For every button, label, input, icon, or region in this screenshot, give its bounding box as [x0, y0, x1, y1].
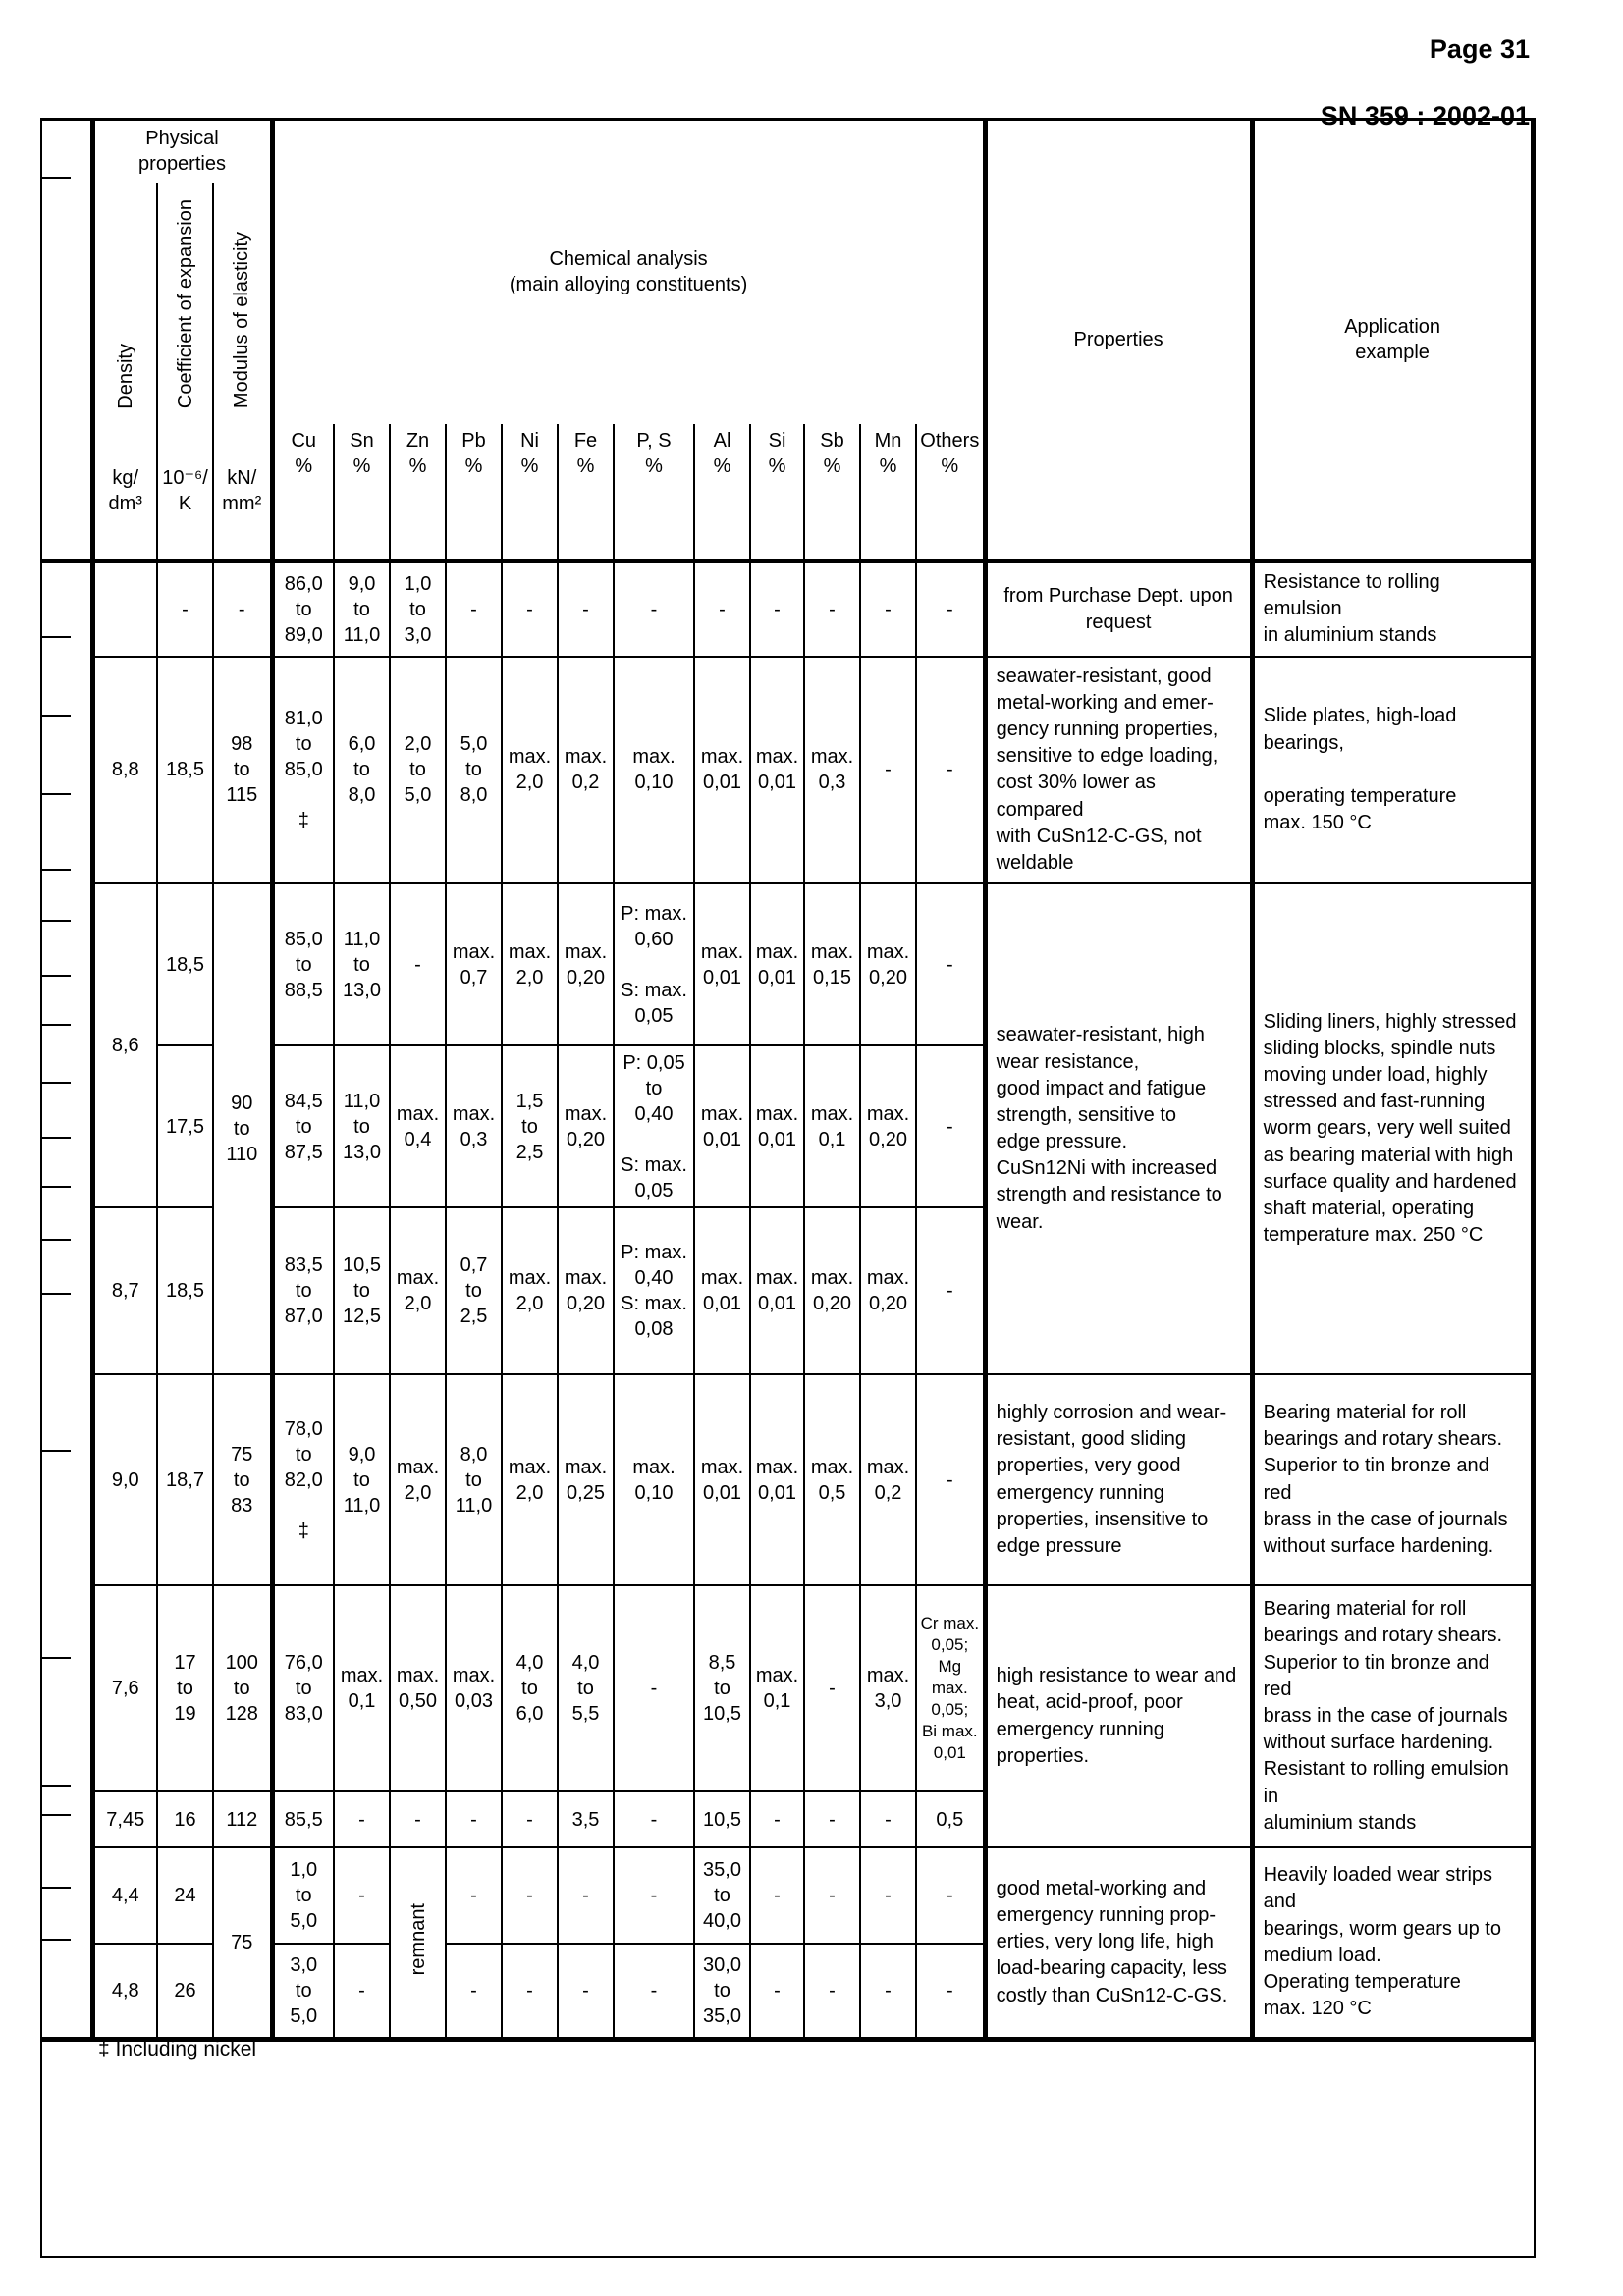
- cell-others: 0,5: [916, 1791, 985, 1847]
- cell-properties: good metal-working and emergency running prop- erties, very long life, high load-bearing capacity, less costly than CuSn12-C-GS.: [985, 1847, 1252, 2039]
- cell-modulus: 90 to 110: [213, 883, 272, 1374]
- cell-si: max. 0,01: [750, 883, 804, 1045]
- cell-properties: high resistance to wear and heat, acid-proof, poor emergency running properties.: [985, 1585, 1252, 1847]
- cell-al: max. 0,01: [694, 1374, 750, 1585]
- cell-si: -: [750, 561, 804, 657]
- cell-coeff: 26: [157, 1944, 213, 2039]
- cell-si: max. 0,01: [750, 657, 804, 884]
- cell-others: -: [916, 1374, 985, 1585]
- table-row: [41, 1585, 1533, 1791]
- cell-mn: max. 0,20: [860, 1045, 916, 1207]
- cell-coeff: 18,5: [157, 657, 213, 884]
- ruler-tick: [40, 1293, 71, 1295]
- ruler-tick: [40, 715, 71, 717]
- cell-sb: max. 0,5: [804, 1374, 860, 1585]
- table-row: [41, 1374, 1533, 1585]
- col-header-al: Al %: [694, 424, 750, 561]
- cell-al: max. 0,01: [694, 883, 750, 1045]
- cell-si: max. 0,01: [750, 1374, 804, 1585]
- cell-modulus: 98 to 115: [213, 657, 272, 884]
- cell-ni: max. 2,0: [502, 657, 558, 884]
- cell-others: -: [916, 1847, 985, 1944]
- cell-sb: -: [804, 561, 860, 657]
- cell-zn: max. 0,50: [390, 1585, 446, 1791]
- col-header-sb: Sb %: [804, 424, 860, 561]
- cell-mn: -: [860, 1944, 916, 2039]
- cell-zn: 1,0 to 3,0: [390, 561, 446, 657]
- cell-fe: -: [558, 1944, 614, 2039]
- cell-al: max. 0,01: [694, 657, 750, 884]
- cell-application: Bearing material for roll bearings and rotary shears. Superior to tin bronze and red brass in the case of journals without surface hardening. Resistant to rolling emulsion in aluminium stands: [1252, 1585, 1533, 1847]
- coeff-unit: 10⁻⁶/ K: [157, 424, 213, 561]
- cell-sb: max. 0,15: [804, 883, 860, 1045]
- modulus-unit: kN/ mm²: [213, 424, 272, 561]
- header-row-groups: [41, 120, 1533, 183]
- cell-density: [92, 561, 157, 657]
- cell-pb: -: [446, 1847, 502, 1944]
- cell-cu: 78,0 to 82,0 ‡: [272, 1374, 334, 1585]
- cell-pb: max. 0,3: [446, 1045, 502, 1207]
- cell-application: Slide plates, high-load bearings, operating temperature max. 150 °C: [1252, 657, 1533, 884]
- cell-al: 8,5 to 10,5: [694, 1585, 750, 1791]
- cell-ps: P: 0,05 to 0,40 S: max. 0,05: [614, 1045, 694, 1207]
- cell-mn: -: [860, 1791, 916, 1847]
- col-header-ni: Ni %: [502, 424, 558, 561]
- cell-ps: P: max. 0,60 S: max. 0,05: [614, 883, 694, 1045]
- cell-others: -: [916, 883, 985, 1045]
- col-header-others: Others %: [916, 424, 985, 561]
- cell-si: -: [750, 1944, 804, 2039]
- cell-sb: max. 0,20: [804, 1207, 860, 1374]
- cell-fe: max. 0,20: [558, 1207, 614, 1374]
- cell-ni: max. 2,0: [502, 883, 558, 1045]
- cell-fe: max. 0,20: [558, 883, 614, 1045]
- cell-ni: -: [502, 1944, 558, 2039]
- cell-si: max. 0,01: [750, 1045, 804, 1207]
- cell-ps: -: [614, 1944, 694, 2039]
- cell-sn: max. 0,1: [334, 1585, 390, 1791]
- cell-others: -: [916, 1944, 985, 2039]
- table-row: [41, 1847, 1533, 1944]
- cell-modulus: 75: [213, 1847, 272, 2039]
- table-row: [41, 561, 1533, 657]
- cell-density: 7,45: [92, 1791, 157, 1847]
- cell-others: -: [916, 561, 985, 657]
- cell-others: -: [916, 1207, 985, 1374]
- cell-sb: -: [804, 1791, 860, 1847]
- cell-mn: max. 0,20: [860, 1207, 916, 1374]
- cell-mn: max. 0,20: [860, 883, 916, 1045]
- cell-density: 9,0: [92, 1374, 157, 1585]
- ruler-tick: [40, 636, 71, 638]
- cell-modulus: 100 to 128: [213, 1585, 272, 1791]
- document-number: SN 359 : 2002-01: [1320, 100, 1530, 131]
- cell-si: max. 0,1: [750, 1585, 804, 1791]
- properties-header: Properties: [985, 120, 1252, 561]
- cell-cu: 3,0 to 5,0: [272, 1944, 334, 2039]
- cell-modulus: -: [213, 561, 272, 657]
- col-header-sn: Sn %: [334, 424, 390, 561]
- cell-mn: -: [860, 561, 916, 657]
- cell-pb: -: [446, 1791, 502, 1847]
- cell-coeff: 18,5: [157, 883, 213, 1045]
- cell-density: 4,8: [92, 1944, 157, 2039]
- cell-modulus: 112: [213, 1791, 272, 1847]
- cell-zn: -: [390, 883, 446, 1045]
- cell-zn: -: [390, 1791, 446, 1847]
- density-label-cell: [92, 183, 157, 424]
- cell-cu: 76,0 to 83,0: [272, 1585, 334, 1791]
- col-header-zn: Zn %: [390, 424, 446, 561]
- cell-modulus: 75 to 83: [213, 1374, 272, 1585]
- cell-pb: -: [446, 1944, 502, 2039]
- cell-si: -: [750, 1847, 804, 1944]
- cell-properties: from Purchase Dept. upon request: [985, 561, 1252, 657]
- cell-density: 8,7: [92, 1207, 157, 1374]
- cell-pb: 5,0 to 8,0: [446, 657, 502, 884]
- cell-cu: 86,0 to 89,0: [272, 561, 334, 657]
- cell-properties: seawater-resistant, good metal-working and emer- gency running properties, sensitive to edge loading, cost 30% lower as compared with CuSn12-C-GS, not weldable: [985, 657, 1252, 884]
- cell-sb: -: [804, 1944, 860, 2039]
- ruler-tick: [40, 793, 71, 795]
- coeff-label-cell: [157, 183, 213, 424]
- cell-density: 7,6: [92, 1585, 157, 1791]
- cell-cu: 1,0 to 5,0: [272, 1847, 334, 1944]
- ruler-tick: [40, 920, 71, 922]
- cell-sn: 11,0 to 13,0: [334, 883, 390, 1045]
- margin-column-header: [41, 120, 92, 561]
- cell-properties: highly corrosion and wear- resistant, good sliding properties, very good emergency running properties, insensitive to edge pressure: [985, 1374, 1252, 1585]
- cell-cu: 84,5 to 87,5: [272, 1045, 334, 1207]
- cell-application: Sliding liners, highly stressed sliding blocks, spindle nuts moving under load, highly stressed and fast-running worm gears, very well suited as bearing material with high surface quality and hardened shaft material, operating temperature max. 250 °C: [1252, 883, 1533, 1374]
- cell-pb: -: [446, 561, 502, 657]
- cell-mn: -: [860, 1847, 916, 1944]
- ruler-tick: [40, 1024, 71, 1026]
- page-number: Page 31: [1429, 34, 1530, 64]
- cell-sb: -: [804, 1847, 860, 1944]
- cell-cu: 85,0 to 88,5: [272, 883, 334, 1045]
- cell-pb: max. 0,7: [446, 883, 502, 1045]
- ruler-tick: [40, 1657, 71, 1659]
- cell-application: Heavily loaded wear strips and bearings, worm gears up to medium load. Operating temperature max. 120 °C: [1252, 1847, 1533, 2039]
- cell-ps: max. 0,10: [614, 1374, 694, 1585]
- cell-al: max. 0,01: [694, 1207, 750, 1374]
- cell-coeff: 18,5: [157, 1207, 213, 1374]
- cell-coeff: 18,7: [157, 1374, 213, 1585]
- cell-ps: -: [614, 1847, 694, 1944]
- ruler-tick: [40, 1239, 71, 1241]
- cell-ni: -: [502, 561, 558, 657]
- coeff-label: Coefficient of expansion: [174, 199, 196, 409]
- cell-ni: 4,0 to 6,0: [502, 1585, 558, 1791]
- cell-ps: P: max. 0,40 S: max. 0,08: [614, 1207, 694, 1374]
- cell-fe: max. 0,25: [558, 1374, 614, 1585]
- col-header-cu: Cu %: [272, 424, 334, 561]
- chemical-analysis-header: Chemical analysis (main alloying constituents): [272, 120, 985, 424]
- col-header-pb: Pb %: [446, 424, 502, 561]
- cell-sn: -: [334, 1847, 390, 1944]
- modulus-label: Modulus of elasticity: [231, 232, 253, 409]
- cell-ps: -: [614, 561, 694, 657]
- cell-density: 8,8: [92, 657, 157, 884]
- density-unit: kg/ dm³: [92, 424, 157, 561]
- cell-cu: 83,5 to 87,0: [272, 1207, 334, 1374]
- cell-coeff: 24: [157, 1847, 213, 1944]
- cell-zn: max. 2,0: [390, 1374, 446, 1585]
- cell-al: 35,0 to 40,0: [694, 1847, 750, 1944]
- cell-sb: -: [804, 1585, 860, 1791]
- ruler-tick: [40, 1450, 71, 1452]
- cell-ni: max. 2,0: [502, 1374, 558, 1585]
- cell-sn: 9,0 to 11,0: [334, 561, 390, 657]
- cell-mn: max. 3,0: [860, 1585, 916, 1791]
- cell-ps: max. 0,10: [614, 657, 694, 884]
- ruler-tick: [40, 869, 71, 871]
- ruler-tick: [40, 1082, 71, 1084]
- cell-sb: max. 0,1: [804, 1045, 860, 1207]
- ruler-tick: [40, 1137, 71, 1139]
- application-header: Application example: [1252, 120, 1533, 561]
- ruler-tick: [40, 975, 71, 977]
- col-header-fe: Fe %: [558, 424, 614, 561]
- cell-fe: 3,5: [558, 1791, 614, 1847]
- cell-sn: -: [334, 1791, 390, 1847]
- ruler-tick: [40, 1939, 71, 1941]
- ruler-tick: [40, 1814, 71, 1816]
- cell-coeff: 17 to 19: [157, 1585, 213, 1791]
- cell-si: -: [750, 1791, 804, 1847]
- cell-zn: 2,0 to 5,0: [390, 657, 446, 884]
- cell-coeff: 16: [157, 1791, 213, 1847]
- density-label: Density: [114, 343, 136, 409]
- ruler-tick: [40, 177, 71, 179]
- cell-others: -: [916, 1045, 985, 1207]
- cell-al: max. 0,01: [694, 1045, 750, 1207]
- cell-coeff: 17,5: [157, 1045, 213, 1207]
- alloy-properties-table: [40, 118, 1536, 2042]
- cell-zn-remnant: [390, 1847, 446, 2039]
- cell-ni: max. 2,0: [502, 1207, 558, 1374]
- cell-others: -: [916, 657, 985, 884]
- col-header-ps: P, S %: [614, 424, 694, 561]
- ruler-tick: [40, 1887, 71, 1889]
- cell-sn: 9,0 to 11,0: [334, 1374, 390, 1585]
- ruler-tick: [40, 1785, 71, 1787]
- remnant-label: remnant: [406, 1902, 429, 1975]
- cell-properties: seawater-resistant, high wear resistance, good impact and fatigue strength, sensitive to edge pressure. CuSn12Ni with increased strength and resistance to wear.: [985, 883, 1252, 1374]
- cell-fe: 4,0 to 5,5: [558, 1585, 614, 1791]
- cell-fe: max. 0,20: [558, 1045, 614, 1207]
- cell-al: 10,5: [694, 1791, 750, 1847]
- cell-ni: -: [502, 1847, 558, 1944]
- cell-zn: max. 2,0: [390, 1207, 446, 1374]
- cell-ps: -: [614, 1791, 694, 1847]
- cell-sn: 11,0 to 13,0: [334, 1045, 390, 1207]
- table-row: [41, 883, 1533, 1045]
- ruler-tick: [40, 1186, 71, 1188]
- cell-pb: 0,7 to 2,5: [446, 1207, 502, 1374]
- cell-sb: max. 0,3: [804, 657, 860, 884]
- cell-sn: 10,5 to 12,5: [334, 1207, 390, 1374]
- cell-sn: -: [334, 1944, 390, 2039]
- cell-fe: max. 0,2: [558, 657, 614, 884]
- cell-coeff: -: [157, 561, 213, 657]
- cell-density: 8,6: [92, 883, 157, 1207]
- table-row: [41, 657, 1533, 884]
- col-header-mn: Mn %: [860, 424, 916, 561]
- cell-cu: 85,5: [272, 1791, 334, 1847]
- cell-others: Cr max. 0,05; Mg max. 0,05; Bi max. 0,01: [916, 1585, 985, 1791]
- cell-ps: -: [614, 1585, 694, 1791]
- cell-fe: -: [558, 1847, 614, 1944]
- cell-fe: -: [558, 561, 614, 657]
- cell-application: Bearing material for roll bearings and rotary shears. Superior to tin bronze and red brass in the case of journals without surface hardening.: [1252, 1374, 1533, 1585]
- cell-pb: max. 0,03: [446, 1585, 502, 1791]
- cell-mn: max. 0,2: [860, 1374, 916, 1585]
- cell-ni: -: [502, 1791, 558, 1847]
- cell-application: Resistance to rolling emulsion in aluminium stands: [1252, 561, 1533, 657]
- modulus-label-cell: [213, 183, 272, 424]
- cell-density: 4,4: [92, 1847, 157, 1944]
- cell-ni: 1,5 to 2,5: [502, 1045, 558, 1207]
- cell-al: -: [694, 561, 750, 657]
- cell-si: max. 0,01: [750, 1207, 804, 1374]
- col-header-si: Si %: [750, 424, 804, 561]
- cell-sn: 6,0 to 8,0: [334, 657, 390, 884]
- margin-column: [41, 561, 92, 2040]
- footnote: ‡ Including nickel: [98, 2038, 257, 2060]
- cell-al: 30,0 to 35,0: [694, 1944, 750, 2039]
- cell-cu: 81,0 to 85,0 ‡: [272, 657, 334, 884]
- page-frame-bottom: [40, 2020, 1536, 2258]
- physical-properties-header: Physical properties: [92, 120, 272, 183]
- cell-pb: 8,0 to 11,0: [446, 1374, 502, 1585]
- cell-zn: max. 0,4: [390, 1045, 446, 1207]
- cell-mn: -: [860, 657, 916, 884]
